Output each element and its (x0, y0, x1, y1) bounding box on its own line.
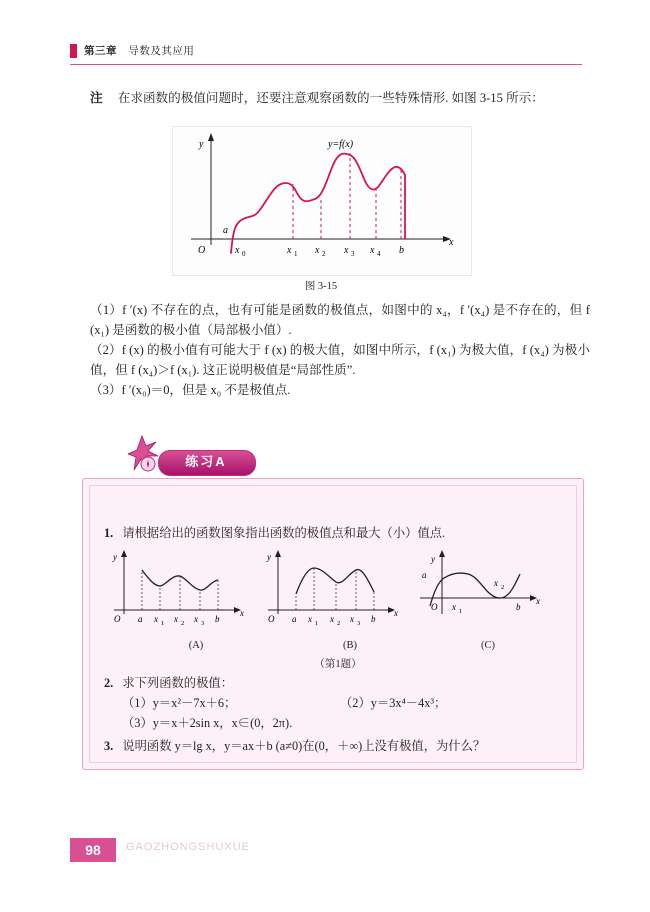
svg-text:b: b (215, 614, 220, 624)
svg-text:b: b (399, 245, 404, 256)
subfigure-c-label: (C) (481, 640, 495, 651)
exercise-q1-text: 请根据给出的函数图象指出函数的极值点和最大（小）值点. (122, 526, 446, 540)
svg-text:1: 1 (315, 620, 319, 627)
svg-text:x: x (394, 608, 398, 618)
figure-3-15-graph (173, 127, 469, 273)
exercise-q3-text: 说明函数 y＝lg x，y＝ax＋b (a≠0)在(0，＋∞)上没有极值，为什么？ (122, 739, 486, 753)
subfigure-c-graph (412, 548, 560, 628)
svg-text:x: x (330, 614, 334, 624)
note-label: 注 (90, 91, 103, 105)
exercise-q3-number: 3. (104, 739, 114, 753)
subfigure-c (412, 548, 560, 628)
svg-text:1: 1 (294, 250, 298, 258)
page-number: 98 (85, 842, 101, 858)
svg-text:x: x (350, 614, 354, 624)
svg-text:y: y (267, 552, 271, 562)
svg-text:O: O (114, 614, 121, 624)
footer-pinyin: GAOZHONGSHUXUE (126, 841, 251, 853)
svg-text:0: 0 (242, 250, 246, 258)
svg-text:b: b (516, 602, 521, 612)
svg-text:3: 3 (201, 620, 205, 627)
svg-text:4: 4 (377, 250, 381, 258)
svg-text:x: x (344, 245, 349, 256)
subfigure-b-label: (B) (343, 640, 357, 651)
exercise-q2-text: 求下列函数的极值： (122, 676, 233, 690)
svg-text:x: x (194, 614, 198, 624)
exercise-q1 (104, 524, 560, 543)
svg-text:x: x (174, 614, 178, 624)
svg-text:2: 2 (181, 620, 185, 627)
subfigure-a-graph (108, 548, 256, 628)
svg-text:x: x (154, 614, 158, 624)
svg-text:O: O (268, 614, 275, 624)
exercise-q2-item-2: （2）y＝3x⁴－4x³； (340, 696, 447, 710)
exercise-badge (128, 442, 256, 476)
exercise-q2-item-3: （3）y＝x＋2sin x，x∈(0，2π). (122, 716, 293, 730)
svg-text:b: b (371, 614, 376, 624)
svg-text:2: 2 (322, 250, 326, 258)
svg-text:x: x (315, 245, 320, 256)
svg-text:3: 3 (351, 250, 355, 258)
chapter-label: 第三章 (84, 45, 117, 57)
svg-text:x: x (452, 602, 456, 612)
svg-text:a: a (138, 614, 143, 624)
header-accent-bar (70, 44, 77, 58)
point-1: （1）f ′(x) 不存在的点，也有可能是函数的极值点，如图中的 x₄，f ′(x₄) 是不存在的，但 f (x₁) 是函数的极小值（局部极小值）. (90, 303, 590, 337)
svg-text:x: x (240, 608, 244, 618)
svg-text:y: y (113, 552, 117, 562)
point-3: （3）f ′(x₀)＝0，但是 x₀ 不是极值点. (90, 383, 291, 397)
svg-text:O: O (198, 245, 206, 256)
exercise-q2-number: 2. (104, 676, 114, 690)
svg-text:1: 1 (459, 608, 463, 615)
svg-text:y=f(x): y=f(x) (328, 139, 354, 150)
note-paragraph (90, 88, 590, 108)
svg-text:x: x (536, 596, 540, 606)
svg-text:x: x (235, 245, 240, 256)
header-text (84, 43, 194, 58)
point-2: （2）f (x) 的极小值有可能大于 f (x) 的极大值，如图中所示，f (x₁) 为极大值，f (x₄) 为极小值，但 f (x₄)＞f (x₁). 这正说明极值是“局部性质”. (90, 343, 590, 377)
figure-caption: 图 3-15 (304, 281, 338, 292)
svg-text:x: x (494, 578, 498, 588)
page-footer (70, 838, 582, 862)
svg-text:2: 2 (337, 620, 341, 627)
svg-text:y: y (431, 554, 435, 564)
exercise-q2 (104, 674, 560, 693)
subfigure-b (262, 548, 410, 628)
svg-text:a: a (223, 225, 228, 236)
svg-text:x: x (370, 245, 375, 256)
svg-text:y: y (199, 139, 204, 150)
subfigure-b-graph (262, 548, 410, 628)
exercise-q2-item-1: （1）y＝x²－7x＋6； (122, 696, 237, 710)
exercise-q1-number: 1. (104, 526, 114, 540)
svg-text:a: a (422, 570, 427, 580)
page-header (70, 44, 582, 65)
figure-3-15 (172, 126, 472, 276)
note-text: 在求函数的极值问题时，还要注意观察函数的一些特殊情形. 如图 3-15 所示： (117, 91, 544, 105)
chapter-title: 导数及其应用 (128, 45, 195, 57)
svg-text:1: 1 (161, 620, 165, 627)
svg-text:3: 3 (357, 620, 361, 627)
subfigure-a-label: (A) (188, 640, 204, 651)
badge-label: 练习A (185, 454, 227, 469)
svg-text:x: x (308, 614, 312, 624)
subfigure-caption: （第1题） (314, 659, 362, 670)
subfigure-a (108, 548, 256, 628)
svg-text:x: x (287, 245, 292, 256)
svg-text:a: a (292, 614, 297, 624)
svg-text:O: O (431, 602, 438, 612)
svg-text:x: x (449, 237, 454, 248)
svg-text:2: 2 (501, 584, 505, 591)
exercise-q3 (104, 737, 560, 756)
